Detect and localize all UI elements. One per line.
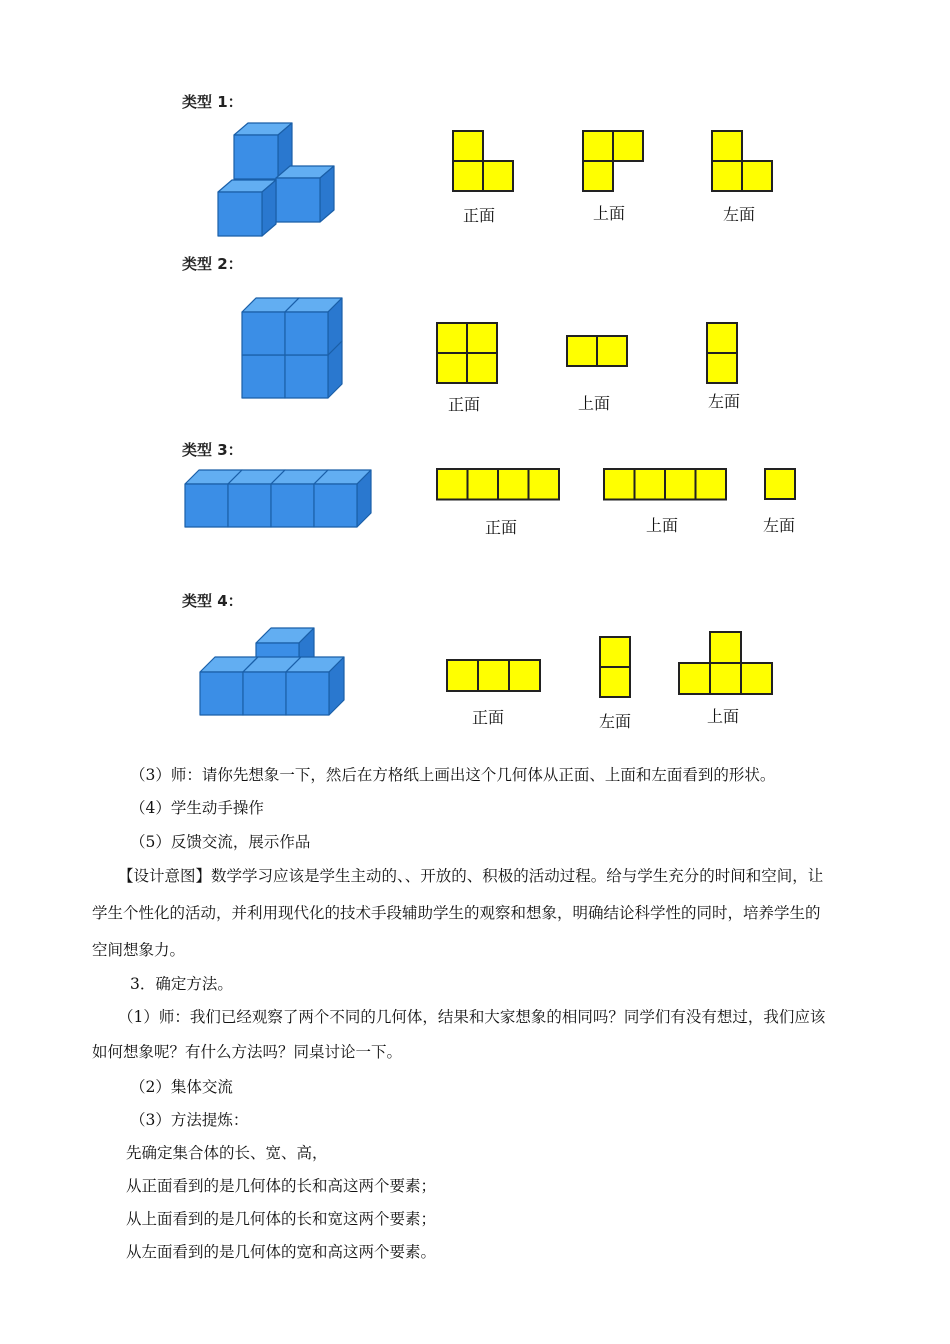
type-4-top-view-cell-3: [741, 663, 772, 694]
type-1-top-label: 上面: [593, 204, 626, 223]
paragraph-13: 从正面看到的是几何体的长和高这两个要素；: [126, 1177, 437, 1195]
type-4-cube-0-front: [200, 672, 243, 715]
paragraph-4: 【设计意图】数学学习应该是学生主动的、、开放的、积极的活动过程。给与学生充分的时间和空间，让: [118, 867, 824, 885]
type-3-top-view-cell-3: [696, 469, 727, 500]
type-4-left-label: 左面: [599, 712, 632, 731]
type-3-top-view-cell-2: [665, 469, 696, 500]
type-3-top-view-cell-1: [635, 469, 666, 500]
type-4-front-view-cell-1: [478, 660, 509, 691]
type-2-top-view-cell-0: [567, 336, 597, 366]
paragraph-7: 3．确定方法。: [130, 975, 233, 993]
type-2-left-view-cell-0: [707, 323, 737, 353]
type-3-front-view-cell-2: [498, 469, 529, 500]
type-2-front-view-cell-3: [467, 353, 497, 383]
paragraph-2: （4）学生动手操作: [130, 799, 264, 817]
type-4-top-view-cell-2: [710, 663, 741, 694]
type-1-left-view-cell-1: [712, 161, 742, 191]
paragraph-8: （1）师：我们已经观察了两个不同的几何体，结果和大家想象的相同吗？同学们有没有想过，我们应该: [118, 1008, 826, 1026]
type-3-cube-1-front: [228, 484, 271, 527]
type-4-front-view-cell-0: [447, 660, 478, 691]
type-2-cube-tl-front: [242, 312, 285, 355]
paragraph-12: 先确定集合体的长、宽、高，: [126, 1144, 328, 1162]
paragraph-11: （3）方法提炼：: [130, 1111, 249, 1129]
paragraph-9: 如何想象呢？有什么方法吗？同桌讨论一下。: [92, 1043, 403, 1061]
type-2-front-view-cell-1: [467, 323, 497, 353]
type-4-top-view-cell-1: [679, 663, 710, 694]
type-2-front-view-cell-2: [437, 353, 467, 383]
type-2-cube-br-front: [285, 355, 328, 398]
paragraph-14: 从上面看到的是几何体的长和宽这两个要素；: [126, 1210, 437, 1228]
type-3-front-view-cell-1: [468, 469, 499, 500]
type-2-top-label: 上面: [578, 394, 611, 413]
type-1-top-view-cell-1: [613, 131, 643, 161]
type-3-cube-0-front: [185, 484, 228, 527]
type-4-front-label: 正面: [472, 708, 505, 727]
type-4-front-view-cell-2: [509, 660, 540, 691]
type-2-left-label: 左面: [708, 392, 741, 411]
type-1-front-label: 正面: [463, 206, 496, 225]
type-4-top-label: 上面: [707, 707, 740, 726]
paragraph-10: （2）集体交流: [130, 1078, 233, 1096]
type-3-top-view-cell-0: [604, 469, 635, 500]
type-3-left-label: 左面: [763, 516, 796, 535]
type-2-label: 类型 2：: [182, 255, 243, 273]
type-1-top-view-cell-2: [583, 161, 613, 191]
type-1-left-view-cell-2: [742, 161, 772, 191]
type-1-cube-left-front: [218, 192, 262, 236]
type-1-left-label: 左面: [723, 205, 756, 224]
type-3-top-label: 上面: [646, 516, 679, 535]
type-2-front-label: 正面: [448, 395, 481, 414]
type-2-cube-tr-front: [285, 312, 328, 355]
type-1-front-view-cell-0: [453, 131, 483, 161]
type-4-top-view-cell-0: [710, 632, 741, 663]
type-3-cube-3-front: [314, 484, 357, 527]
type-1-front-view-cell-2: [483, 161, 513, 191]
type-4-cube-1-front: [243, 672, 286, 715]
type-4-left-view-cell-1: [600, 667, 630, 697]
type-1-label: 类型 1：: [182, 93, 243, 111]
type-1-cube-right-front: [276, 178, 320, 222]
paragraph-1: （3）师：请你先想象一下，然后在方格纸上画出这个几何体从正面、上面和左面看到的形状。: [130, 766, 776, 784]
type-3-front-view-cell-3: [529, 469, 560, 500]
type-1-top-view-cell-0: [583, 131, 613, 161]
type-1-front-view-cell-1: [453, 161, 483, 191]
type-2-top-view-cell-1: [597, 336, 627, 366]
type-3-cube-2-front: [271, 484, 314, 527]
type-4-left-view-cell-0: [600, 637, 630, 667]
paragraph-3: （5）反馈交流，展示作品: [130, 833, 311, 851]
type-3-front-view-cell-0: [437, 469, 468, 500]
paragraph-15: 从左面看到的是几何体的宽和高这两个要素。: [126, 1243, 437, 1261]
type-2-left-view-cell-1: [707, 353, 737, 383]
type-1-left-view-cell-0: [712, 131, 742, 161]
type-1-cube-top-front: [234, 135, 278, 179]
type-4-label: 类型 4：: [182, 592, 243, 610]
paragraph-5: 学生个性化的活动，并利用现代化的技术手段辅助学生的观察和想象，明确结论科学性的同时，培养学生的: [92, 904, 821, 922]
paragraph-6: 空间想象力。: [92, 941, 186, 959]
type-3-left-view-cell-0: [765, 469, 795, 499]
type-3-front-label: 正面: [485, 518, 518, 537]
type-3-label: 类型 3：: [182, 441, 243, 459]
type-2-front-view-cell-0: [437, 323, 467, 353]
type-2-cube-bl-front: [242, 355, 285, 398]
type-4-cube-2-front: [286, 672, 329, 715]
